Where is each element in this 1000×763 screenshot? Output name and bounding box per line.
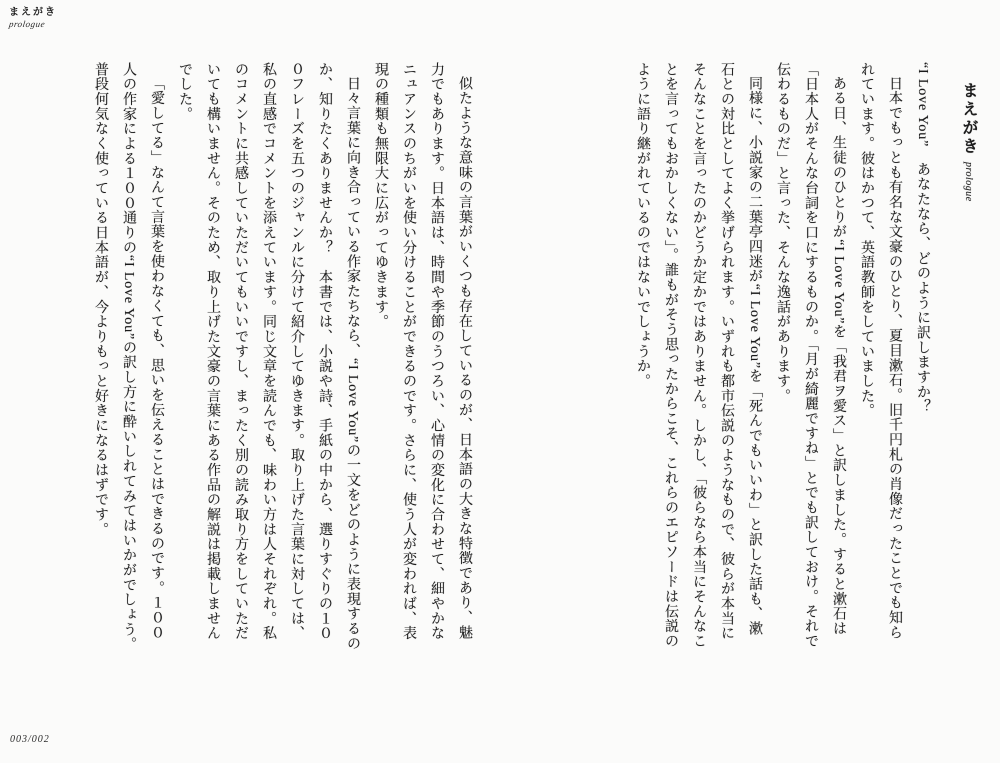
chapter-title-text: まえがき	[960, 82, 977, 156]
running-header-subtitle: prologue	[8, 18, 46, 29]
running-header-title: まえがき	[9, 7, 57, 18]
right-page-text	[616, 62, 984, 650]
paragraph: 「愛してる」なんて言葉を使わなくても、思いを伝えることはできるのです。１００人の作家による１００通りの“I Love You”の訳し方に酔いしれてみてはいかがでしょう。普段何気なく使っている日本語が、今よりもっと好きになるはずです。	[93, 62, 164, 652]
page-number: 003/002	[10, 734, 50, 745]
paragraph: 日々言葉に向き合っている作家たちなら、“I Love You”の一文をどのように表現するのか、知りたくありませんか？ 本書では、小説や詩、手紙の中から、選りすぐりの１００フレーズを五つのジャンルに分けて紹介してゆきます。取り上げた言葉に対しては、私の直感でコメントを添えています。同じ文章を読んでも、味わい方は人それぞれ。私のコメントに共感していただいてもいいですし、まったく別の読み取り方をしていただいても構いません。そのため、取り上げた文豪の言葉にある作品の解説は掲載しませんでした。	[177, 62, 360, 651]
chapter-title	[952, 62, 984, 650]
chapter-title-romaji: prologue	[963, 162, 974, 202]
paragraph: 日本でもっとも有名な文豪のひとり、夏目漱石。旧千円札の肖像だったことでも知られています。彼はかつて、英語教師をしていました。	[859, 62, 902, 640]
running-header	[9, 7, 57, 29]
paragraph: 似たような意味の言葉がいくつも存在しているのが、日本語の大きな特徴であり、魅力でもあります。日本語は、時間や季節のうつろい、心情の変化に合わせて、細やかなニュアンスのちがいを使い分けることができるのです。さらに、使う人が変われば、表現の種類も無限大に広がってゆきます。	[373, 62, 472, 641]
lead-question: “I Love You” あなたなら、どのように訳しますか？	[915, 62, 930, 415]
paragraph: 同様に、小説家の二葉亭四迷が“I Love You”を「死んでもいいわ」と訳した話も、漱石との対比としてよく挙げられます。いずれも都市伝説のようなもので、彼らが本当にそんなことを言ったのかどうか定かではありません。しかし、「彼らなら本当にそんなことを言ってもおかしくない」。誰もがそう思ったからこそ、これらのエピソードは伝説のように語り継がれているのではないでしょうか。	[635, 62, 762, 649]
left-page-text	[90, 62, 478, 652]
paragraph: ある日、生徒のひとりが“I Love You”を「我君ヲ愛ス」と訳しました。すると漱石は「日本人がそんな台詞を口にするものか。「月が綺麗ですね」とでも訳しておけ。それで伝わるものだ」と言った、そんな逸話があります。	[775, 62, 846, 649]
